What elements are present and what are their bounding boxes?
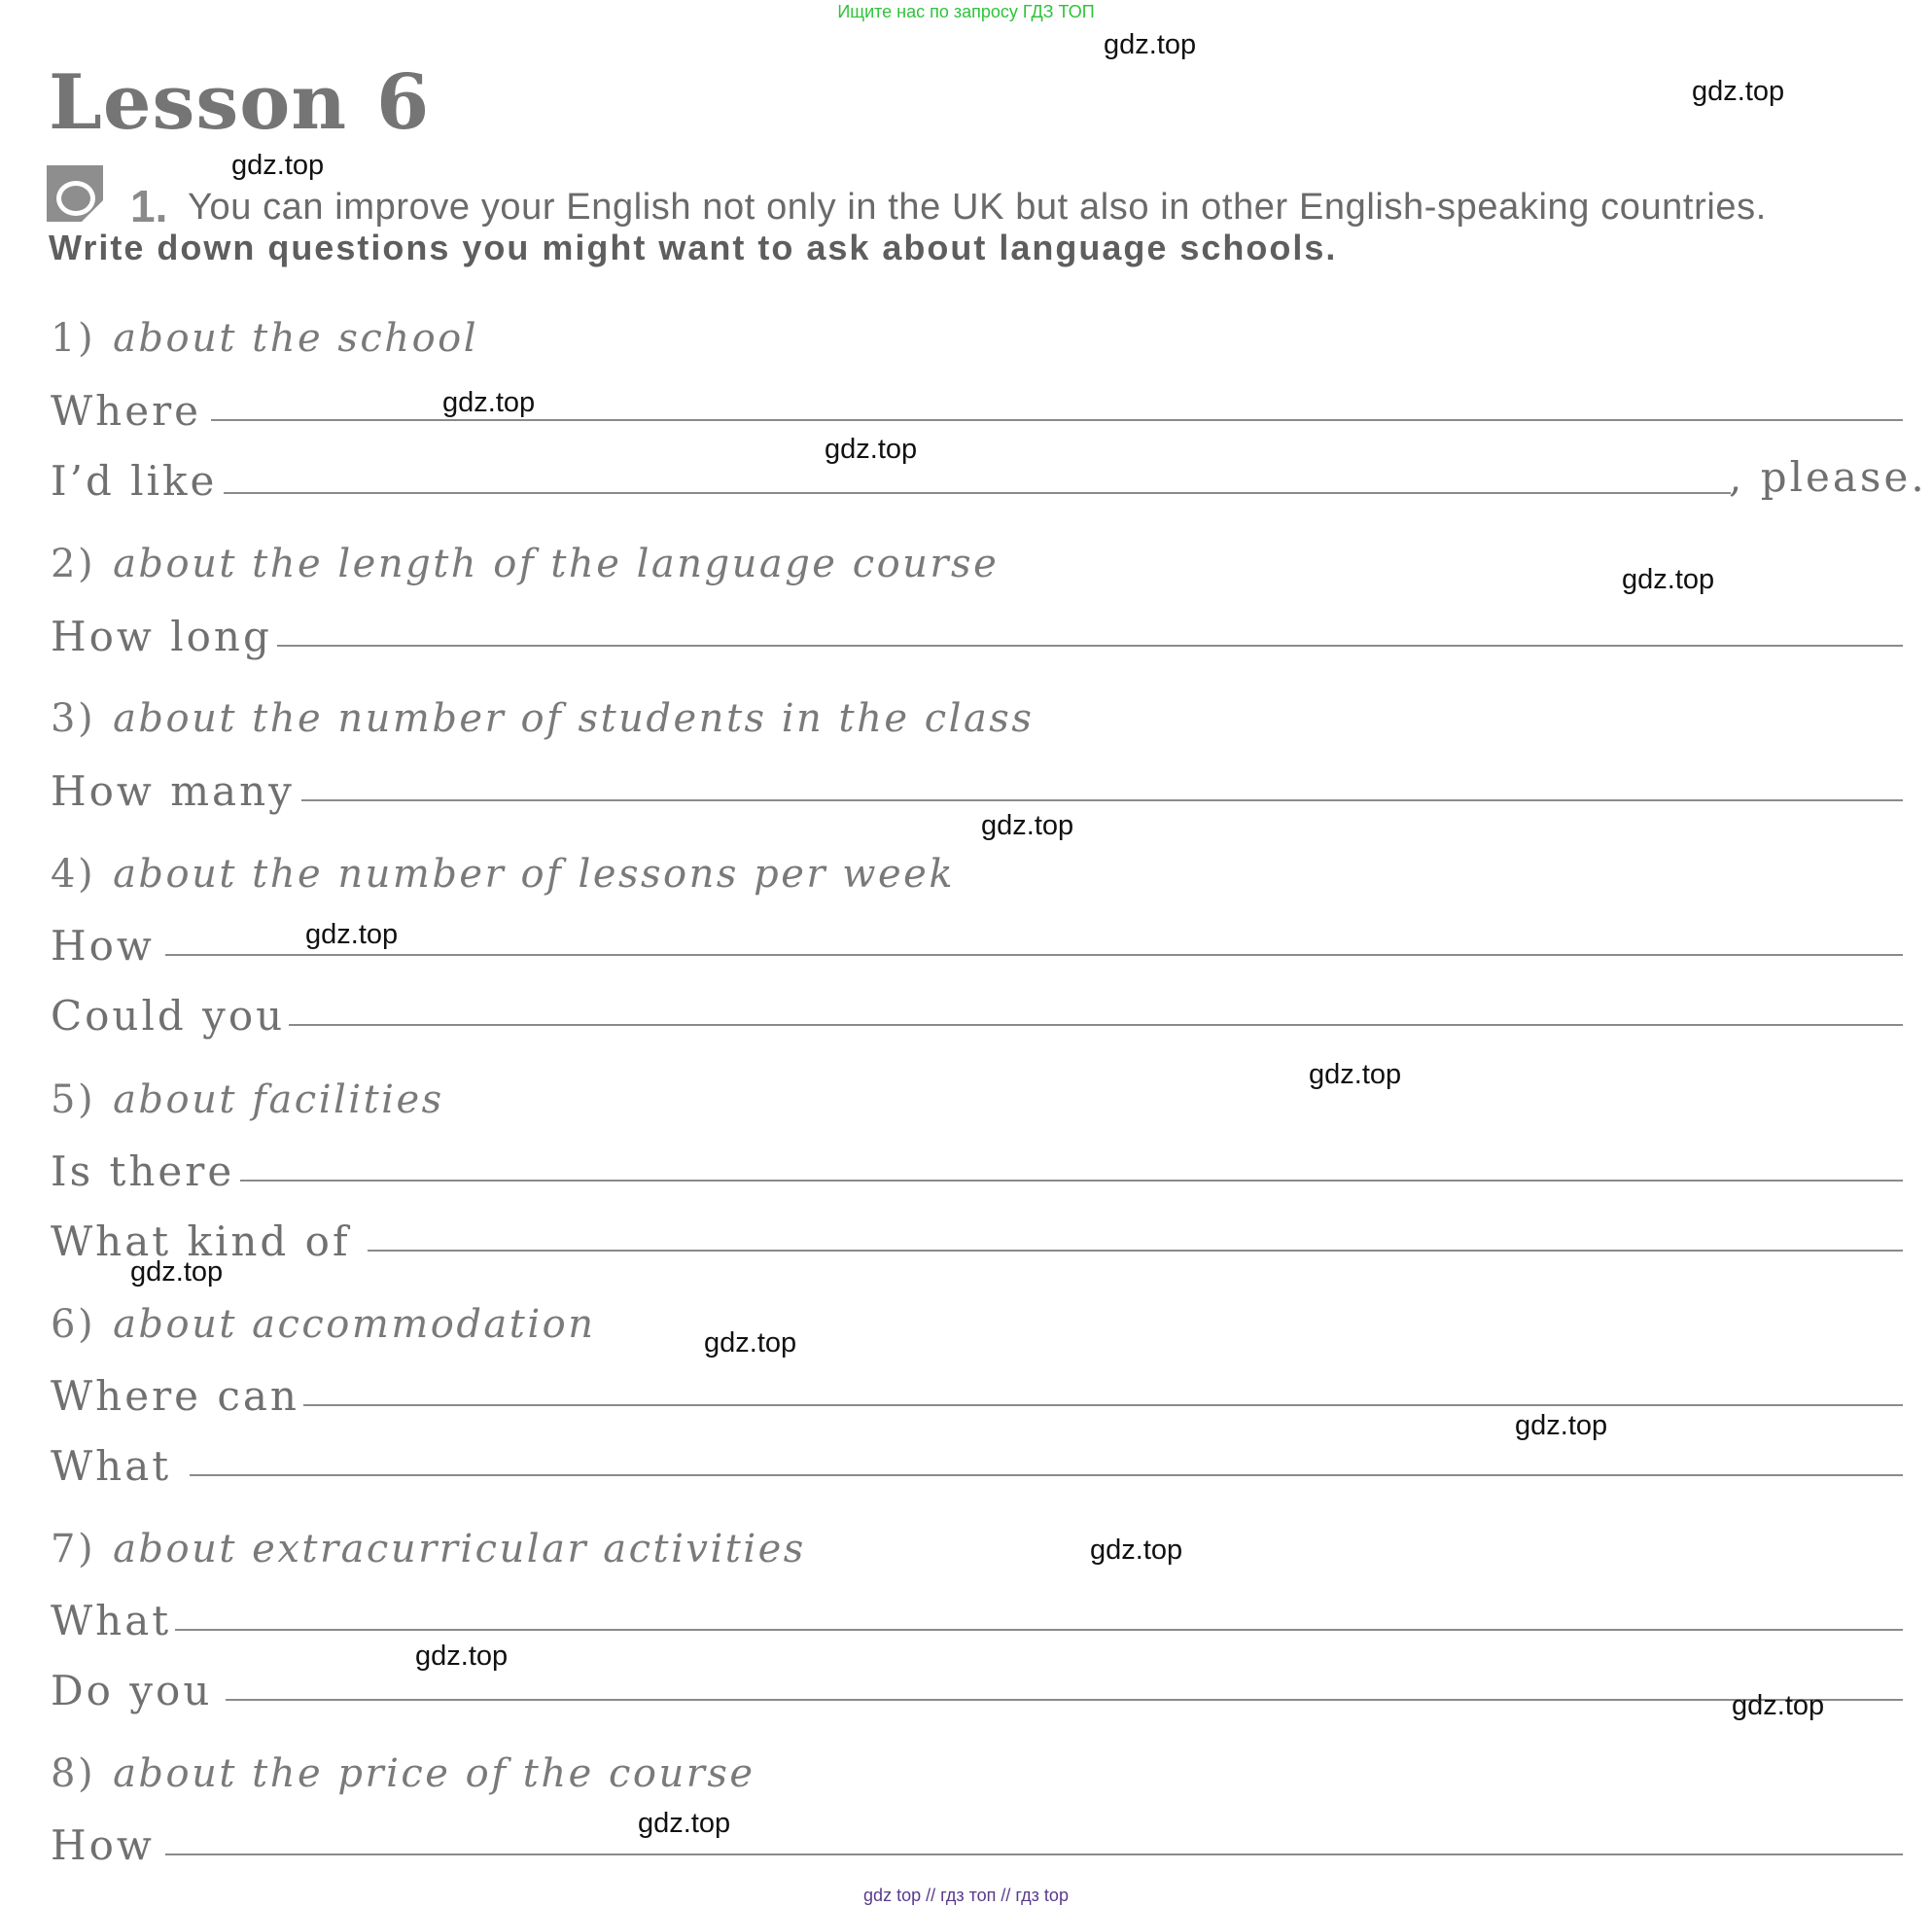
answer-line-how-many[interactable] <box>301 799 1903 801</box>
prompt-how-price: How <box>51 1821 155 1869</box>
prompt-what-kind-of: What kind of <box>51 1218 351 1265</box>
prompt-is-there: Is there <box>51 1147 235 1195</box>
watermark: gdz.top <box>1692 76 1785 107</box>
answer-line-could-you[interactable] <box>289 1024 1903 1026</box>
section-2-title: about the length of the language course <box>113 542 1000 586</box>
prompt-do-you: Do you <box>51 1667 213 1714</box>
answer-line-how-price[interactable] <box>165 1853 1903 1855</box>
section-5-heading <box>51 1077 444 1122</box>
answer-line-what-kind-of[interactable] <box>368 1250 1903 1252</box>
exercise-instruction: Write down questions you might want to ask about language schools. <box>49 228 1338 267</box>
watermark: gdz.top <box>415 1641 509 1672</box>
section-5-number: 5) <box>51 1077 96 1122</box>
prompt-how-many: How many <box>51 767 295 815</box>
section-6-number: 6) <box>51 1302 96 1347</box>
section-3-number: 3) <box>51 696 96 741</box>
section-4-number: 4) <box>51 852 96 897</box>
answer-line-what-activities[interactable] <box>175 1629 1903 1631</box>
section-8-heading <box>51 1751 755 1796</box>
exercise-a-icon <box>47 165 103 222</box>
section-2-number: 2) <box>51 542 96 586</box>
section-7-title: about extracurricular activities <box>113 1527 806 1571</box>
watermark: gdz.top <box>231 150 325 181</box>
section-5-title: about facilities <box>113 1077 444 1122</box>
section-1-number: 1) <box>51 316 96 361</box>
exercise-number: 1. <box>130 181 168 231</box>
answer-line-what-accommodation[interactable] <box>190 1474 1903 1476</box>
watermark: gdz.top <box>1090 1535 1183 1566</box>
answer-line-id-like[interactable] <box>224 492 1731 494</box>
section-7-heading <box>51 1527 806 1571</box>
watermark: gdz.top <box>704 1327 797 1359</box>
section-3-title: about the number of students in the class <box>113 696 1035 741</box>
prompt-please: , please. <box>1729 453 1927 501</box>
prompt-what-accommodation: What <box>51 1442 172 1490</box>
watermark: gdz.top <box>305 919 399 950</box>
prompt-id-like: I’d like <box>51 457 218 505</box>
section-1-heading <box>51 316 478 361</box>
prompt-how: How <box>51 922 155 970</box>
lesson-title <box>49 58 430 147</box>
section-4-heading <box>51 852 955 897</box>
watermark: gdz.top <box>1104 29 1197 60</box>
section-6-title: about accommodation <box>113 1302 596 1347</box>
watermark: gdz.top <box>638 1808 731 1839</box>
watermark: gdz.top <box>1622 564 1715 595</box>
lesson-word: Lesson <box>49 58 348 147</box>
section-8-title: about the price of the course <box>113 1751 755 1796</box>
section-1-title: about the school <box>113 316 479 361</box>
prompt-where-can: Where can <box>51 1372 299 1420</box>
section-6-heading <box>51 1302 596 1347</box>
watermark: gdz.top <box>825 434 918 465</box>
prompt-could-you: Could you <box>51 992 286 1040</box>
section-3-heading <box>51 696 1034 741</box>
section-7-number: 7) <box>51 1527 96 1571</box>
section-8-number: 8) <box>51 1751 96 1796</box>
answer-line-is-there[interactable] <box>240 1180 1903 1182</box>
exercise-text: You can improve your English not only in the UK but also in other English-speaking countries. <box>188 187 1767 228</box>
prompt-where: Where <box>51 387 202 435</box>
watermark: gdz.top <box>1309 1059 1402 1090</box>
answer-line-how-long[interactable] <box>277 645 1903 647</box>
prompt-what-activities: What <box>51 1597 172 1644</box>
prompt-how-long: How long <box>51 613 272 660</box>
watermark: gdz.top <box>981 810 1074 841</box>
lesson-number: 6 <box>376 58 431 147</box>
answer-line-do-you[interactable] <box>226 1699 1903 1701</box>
footer-links[interactable]: gdz top // гдз топ // гдз top <box>863 1886 1069 1905</box>
watermark: gdz.top <box>1515 1410 1608 1441</box>
section-2-heading <box>51 542 999 586</box>
top-banner[interactable]: Ищите нас по запросу ГДЗ ТОП <box>837 2 1095 21</box>
watermark: gdz.top <box>442 387 536 418</box>
section-4-title: about the number of lessons per week <box>113 852 956 897</box>
answer-line-where[interactable] <box>211 419 1903 421</box>
watermark: gdz.top <box>130 1256 224 1288</box>
answer-line-how[interactable] <box>165 954 1903 956</box>
answer-line-where-can[interactable] <box>303 1404 1903 1406</box>
watermark: gdz.top <box>1732 1690 1825 1721</box>
